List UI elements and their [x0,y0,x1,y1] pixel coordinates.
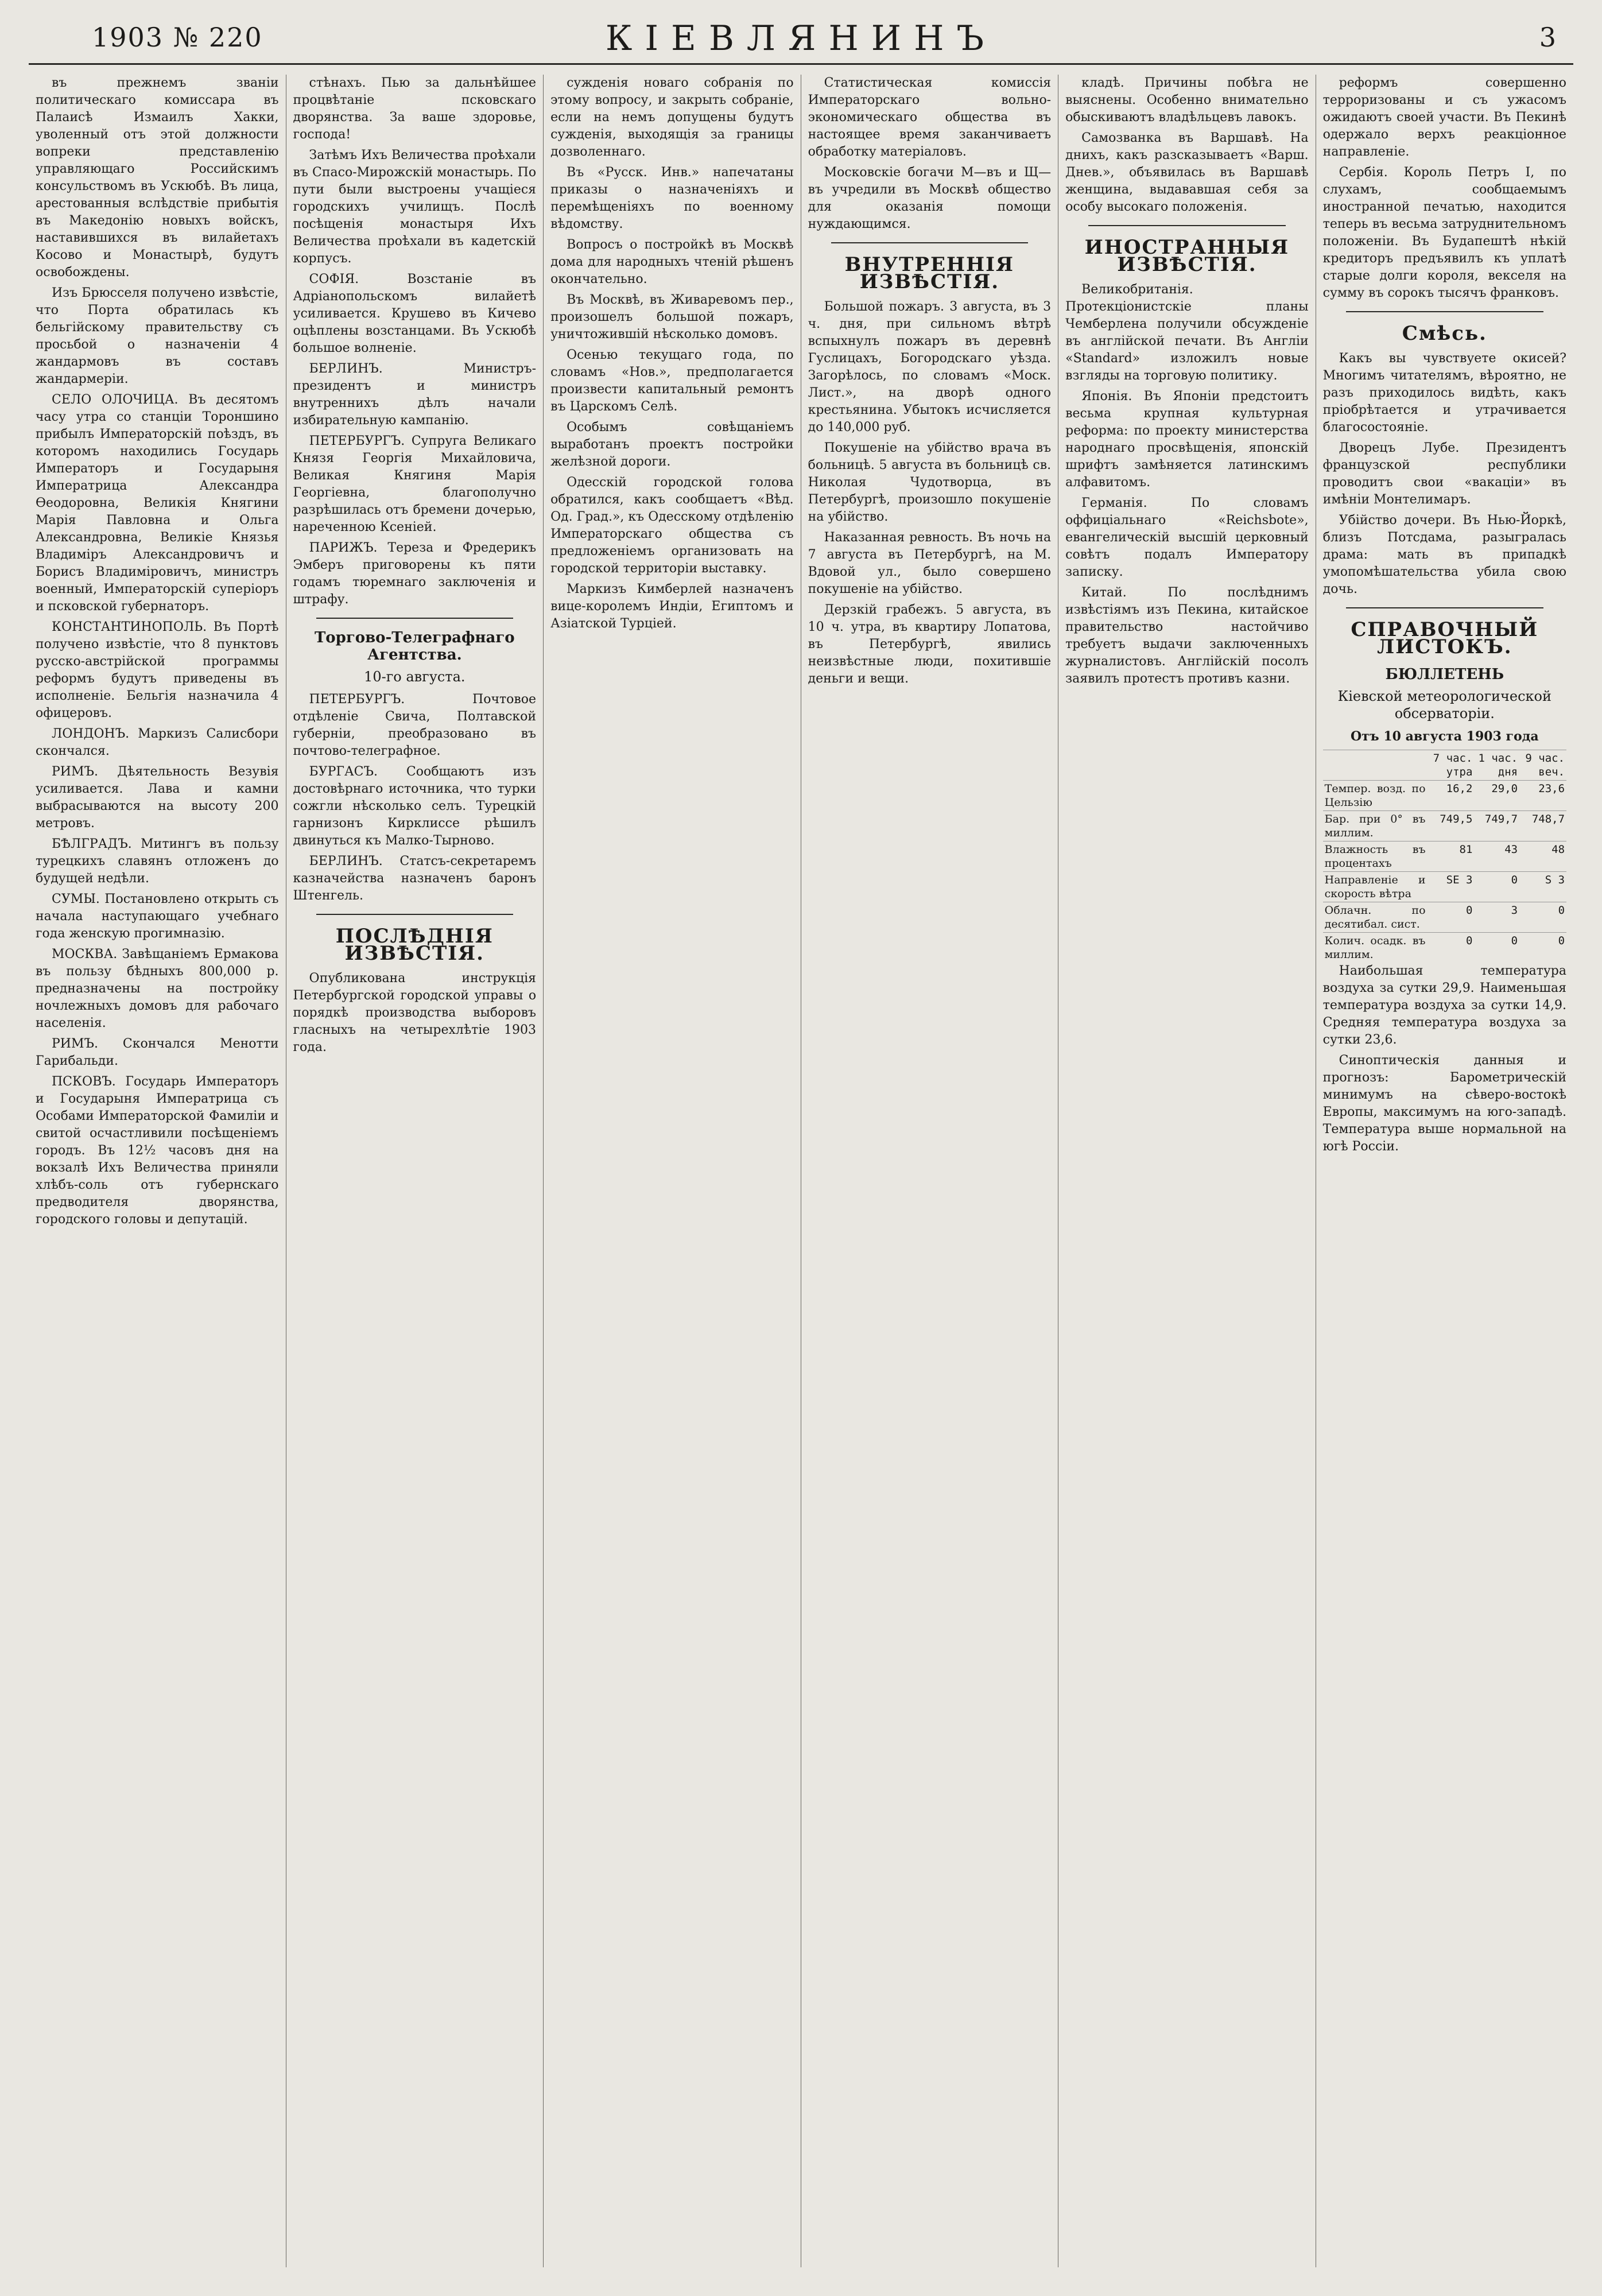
article-paragraph: ПЕТЕРБУРГЪ. Почтовое отдѣленіе Свича, Полтавской губерніи, преобразовано въ почтово-телеграфное. [293,692,537,758]
article-paragraph: КОНСТАНТИНОПОЛЬ. Въ Портѣ получено извѣстіе, что 8 пунктовъ русско-австрійской программы реформъ будутъ приведены въ исполненіе. Бельгія назначила 4 офицеровъ. [36,620,279,720]
article-paragraph: СОФІЯ. Возстаніе въ Адріанопольскомъ вилайетѣ усиливается. Крушево въ Кичево оцѣплены возстанцами. Въ Ускюбѣ большое волненіе. [293,272,537,355]
table-cell: 0 [1519,902,1566,933]
table-cell: 16,2 [1428,781,1475,811]
article-paragraph: Въ «Русск. Инв.» напечатаны приказы о назначеніяхъ и перемѣщеніяхъ по военному вѣдомству. [550,165,794,231]
table-header-cell: 7 час. утра [1428,750,1475,781]
table-header-cell: 9 час. веч. [1519,750,1566,781]
article-paragraph: кладѣ. Причины побѣга не выяснены. Особенно внимательно обыскиваютъ владѣльцевъ лавокъ. [1065,76,1309,125]
section-heading: Смѣсь. [1402,322,1487,345]
article-paragraph: сужденія новаго собранія по этому вопросу, и закрыть собраніе, если на немъ допущены будутъ сужденія, выходящія за границы дозволеннаго. [550,76,794,159]
article-paragraph: Особымъ совѣщаніемъ выработанъ проектъ постройки желѣзной дороги. [550,420,794,469]
article-paragraph: Въ Москвѣ, въ Живаревомъ пер., произошелъ большой пожаръ, уничтожившій нѣсколько домовъ. [550,293,794,342]
article-paragraph: Вопросъ о постройкѣ въ Москвѣ дома для народныхъ чтеній рѣшенъ окончательно. [550,238,794,286]
article-paragraph: БѢЛГРАДЪ. Митингъ въ пользу турецкихъ славянъ отложенъ до будущей недѣли. [36,837,279,886]
section-divider [1346,607,1543,608]
article-paragraph: Московскіе богачи М—въ и Щ—въ учредили въ Москвѣ общество для оказанія помощи нуждающимся. [808,165,1052,231]
bulletin-subheading: Кіевской метеорологической обсерваторіи. [1337,688,1551,722]
article-paragraph: Большой пожаръ. 3 августа, въ 3 ч. дня, при сильномъ вѣтрѣ вспыхнулъ пожаръ въ деревнѣ Гуслицахъ, Богородскаго уѣзда. Загорѣлось, по словамъ «Моск. Лист.», на дворѣ одного крестьянина. Убытокъ исчисляется до 140,000 руб. [808,300,1052,435]
column-5 [1058,75,1316,2267]
columns [29,75,1573,2267]
article-paragraph: Японія. Въ Японіи предстоитъ весьма крупная культурная реформа: по проекту министерства народнаго просвѣщенія, японскій шрифтъ замѣняется латинскимъ алфавитомъ. [1065,389,1309,490]
bulletin-heading: БЮЛЛЕТЕНЬ [1385,666,1504,683]
table-cell: Колич. осадк. въ миллим. [1323,933,1428,963]
article-paragraph: СЕЛО ОЛОЧИЦА. Въ десятомъ часу утра со станціи Тороншино прибылъ Императорскій поѣздъ, въ которомъ находились Государь Императоръ и Государыня Императрица Александра Ѳеодоровна, Великія Княгини Марія Павловна и Ольга Александровна, Великіе Князья Владиміръ Александровичъ и Борисъ Владиміровичъ, министръ военный, Императорскій суперіоръ и псковской губернаторъ. [36,393,279,614]
article-paragraph: Наказанная ревность. Въ ночь на 7 августа въ Петербургѣ, на М. Вдовой ул., было совершено покушеніе на убійство. [808,530,1052,596]
table-cell: 749,7 [1474,811,1519,841]
article-paragraph: Синоптическія данныя и прогнозъ: Барометрическій минимумъ на сѣверо-востокѣ Европы, максимумъ на юго-западѣ. Температура выше нормальной на югѣ Россіи. [1322,1053,1567,1154]
article-paragraph: Осенью текущаго года, по словамъ «Нов.», предполагается произвести капитальный ремонтъ въ Царскомъ Селѣ. [550,348,794,414]
table-row [1323,781,1566,811]
section-heading: Торгово-Телеграфнаго Агентства. [314,629,515,664]
article-paragraph: Одесскій городской голова обратился, какъ сообщаетъ «Вѣд. Од. Град.», къ Одесскому отдѣленію Императорскаго общества съ предложеніемъ организовать на городской территоріи выставку. [550,475,794,576]
article-paragraph: Какъ вы чувствуете окисей? Многимъ читателямъ, вѣроятно, не разъ приходилось видѣть, какъ пріобрѣтается и утрачивается благосостояніе. [1322,351,1567,435]
table-header-cell: 1 час. дня [1474,750,1519,781]
column-6 [1316,75,1573,2267]
article-paragraph: Самозванка въ Варшавѣ. На днихъ, какъ разсказываетъ «Варш. Днев.», объявилась въ Варшавѣ женщина, выдававшая себя за особу высокаго положенія. [1065,131,1309,214]
article-paragraph: Статистическая комиссія Императорскаго вольно-экономическаго общества въ настоящее время заканчиваетъ обработку матеріаловъ. [808,76,1052,159]
column-2 [286,75,544,2267]
table-cell: 3 [1474,902,1519,933]
article-paragraph: Покушеніе на убійство врача въ больницѣ. 5 августа въ больницѣ св. Николая Чудотворца, въ Петербургѣ, произошло покушеніе на убійство. [808,441,1052,524]
article-paragraph: Китай. По послѣднимъ извѣстіямъ изъ Пекина, китайское правительство настойчиво требуетъ выдачи заключенныхъ журналистовъ. Англійскій посолъ заявилъ протестъ противъ казни. [1065,585,1309,686]
article-paragraph: БЕРЛИНЪ. Министръ-президентъ и министръ внутреннихъ дѣлъ начали избирательную кампанію. [293,362,537,428]
table-cell: 43 [1474,841,1519,872]
article-paragraph: стѣнахъ. Пью за дальнѣйшее процвѣтаніе псковскаго дворянства. За ваше здоровье, господа! [293,76,537,142]
section-heading: ПОСЛѢДНІЯ ИЗВѢСТІЯ. [335,925,494,965]
section-heading: ИНОСТРАННЫЯ ИЗВѢСТІЯ. [1084,236,1290,276]
table-row [1323,872,1566,902]
article-paragraph: Сербія. Король Петръ I, по слухамъ, сообщаемымъ иностранной печатью, находится теперь въ весьма затруднительномъ положеніи. Въ Будапештѣ нѣкій кредиторъ предъявилъ къ уплатѣ старые долги короля, векселя на сумму въ сорокъ тысячъ франковъ. [1322,165,1567,300]
section-divider [316,914,514,915]
table-cell: 81 [1428,841,1475,872]
article-paragraph: Великобританія. Протекціонистскіе планы Чемберлена получили обсужденіе въ англійской печати. Въ Англіи «Standard» изложилъ новые взгляды на торговую политику. [1065,282,1309,383]
article-paragraph: Затѣмъ Ихъ Величества проѣхали въ Спасо-Мирожскій монастырь. По пути были выстроены учащіеся городскихъ училищъ. Послѣ посѣщенія монастыря Ихъ Величества проѣхали въ кадетскій корпусъ. [293,148,537,266]
table-cell: 0 [1428,902,1475,933]
table-cell: 0 [1474,933,1519,963]
issue-date: 1903 № 220 [92,22,263,53]
article-paragraph: БЕРЛИНЪ. Статсъ-секретаремъ казначейства назначенъ баронъ Штенгель. [293,854,537,903]
column-1 [29,75,286,2267]
weather-table [1323,750,1566,963]
table-cell: 48 [1519,841,1566,872]
page-number: 3 [1539,22,1556,53]
table-cell: 748,7 [1519,811,1566,841]
table-row [1323,902,1566,933]
article-paragraph: БУРГАСЪ. Сообщаютъ изъ достовѣрнаго источника, что турки сожгли нѣсколько селъ. Турецкій гарнизонъ Кирклиссе рѣшилъ двинуться къ Малко-Тырново. [293,765,537,848]
table-row [1323,811,1566,841]
section-divider [1346,311,1543,312]
article-paragraph: МОСКВА. Завѣщаніемъ Ермакова въ пользу бѣдныхъ 800,000 р. предназначены на постройку ночлежныхъ домовъ для рабочаго населенія. [36,947,279,1030]
article-paragraph: ПАРИЖЪ. Тереза и Фредерикъ Эмберъ приговорены къ пяти годамъ тюремнаго заключенія и штрафу. [293,541,537,607]
masthead [29,11,1573,65]
article-paragraph: РИМЪ. Дѣятельность Везувія усиливается. Лава и камни выбрасываются на высоту 200 метровъ. [36,765,279,831]
section-heading: ВНУТРЕННІЯ ИЗВѢСТІЯ. [844,253,1015,293]
section-divider [316,618,514,619]
article-paragraph: Наибольшая температура воздуха за сутки 29,9. Наименьшая температура воздуха за сутки 14,9. Средняя температура воздуха за сутки 23,6. [1322,964,1567,1047]
section-divider [1088,225,1286,226]
article-paragraph: реформъ совершенно терроризованы и съ ужасомъ ожидаютъ своей участи. Въ Пекинѣ одержало верхъ реакціонное направленіе. [1322,76,1567,159]
article-paragraph: ПЕТЕРБУРГЪ. Супруга Великаго Князя Георгія Михайловича, Великая Княгиня Марія Георгіевна, благополучно разрѣшилась отъ бремени дочерью, нареченною Ксеніей. [293,434,537,534]
section-divider [831,242,1029,243]
table-header-cell [1323,750,1428,781]
article-paragraph: РИМЪ. Скончался Менотти Гарибальди. [36,1037,279,1068]
table-cell: Облачн. по десятибал. сист. [1323,902,1428,933]
table-cell: Темпер. возд. по Цельзію [1323,781,1428,811]
table-cell: 29,0 [1474,781,1519,811]
newspaper-title: КІЕВЛЯНИНЪ [605,18,997,59]
article-paragraph: ЛОНДОНЪ. Маркизъ Салисбори скончался. [36,727,279,758]
article-paragraph: СУМЫ. Постановлено открыть съ начала наступающаго учебнаго года женскую прогимназію. [36,892,279,941]
article-paragraph: въ прежнемъ званіи политическаго комиссара въ Палаисѣ Измаилъ Хакки, уволенный отъ этой должности вопреки представленію управляющаго Российскимъ консульствомъ въ Ускюбѣ. Въ лица, арестованныя вслѣдствіе прибытія въ Македонію новыхъ войскъ, наставившихся въ вилайетахъ Косово и Монастырѣ, будутъ освобождены. [36,76,279,280]
article-paragraph: Изъ Брюсселя получено извѣстіе, что Порта обратилась къ бельгійскому правительству съ просьбой о назначеніи 4 жандармовъ въ составъ жандармеріи. [36,286,279,386]
table-header-row [1323,750,1566,781]
table-row [1323,841,1566,872]
weather-table-title: Отъ 10 августа 1903 года [1351,729,1539,744]
table-cell: 0 [1474,872,1519,902]
table-cell: 749,5 [1428,811,1475,841]
article-paragraph: ПСКОВЪ. Государь Императоръ и Государыня Императрица съ Особами Императорской Фамиліи и свитой осчастливили посѣщеніемъ городъ. Въ 12½ часовъ дня на вокзалѣ Ихъ Величества приняли хлѣбъ-соль отъ губернскаго предводителя дворянства, городского головы и депутацій. [36,1075,279,1227]
article-paragraph: Германія. По словамъ оффиціальнаго «Reichsbote», евангелическій высшій церковный совѣтъ подалъ Императору записку. [1065,496,1309,579]
article-paragraph: Дворецъ Лубе. Президентъ французской республики проводитъ свои «вакаціи» въ имѣніи Монтелимаръ. [1322,441,1567,507]
table-cell: SE 3 [1428,872,1475,902]
section-heading: СПРАВОЧНЫЙ ЛИСТОКЪ. [1351,618,1539,658]
table-cell: Влажность въ процентахъ [1323,841,1428,872]
column-4 [801,75,1059,2267]
table-cell: 0 [1519,933,1566,963]
table-row [1323,933,1566,963]
table-cell: Направленіе и скорость вѣтра [1323,872,1428,902]
table-cell: Бар. при 0° въ миллим. [1323,811,1428,841]
article-paragraph: Маркизъ Кимберлей назначенъ вице-королемъ Индіи, Египтомъ и Азіатской Турціей. [550,582,794,631]
table-cell: S 3 [1519,872,1566,902]
article-paragraph: Дерзкій грабежъ. 5 августа, въ 10 ч. утра, въ квартиру Лопатова, въ Петербургѣ, явились неизвѣстные люди, похитившіе деньги и вещи. [808,603,1052,686]
article-paragraph: Опубликована инструкція Петербургской городской управы о порядкѣ производства выборовъ гласныхъ на четырехлѣтіе 1903 года. [293,971,537,1054]
article-paragraph: Убійство дочери. Въ Нью-Йоркѣ, близъ Потсдама, разыгралась драма: мать въ припадкѣ умопомѣшательства убила свою дочь. [1322,513,1567,596]
table-cell: 0 [1428,933,1475,963]
table-cell: 23,6 [1519,781,1566,811]
section-subheading: 10-го августа. [364,669,466,685]
column-3 [544,75,801,2267]
